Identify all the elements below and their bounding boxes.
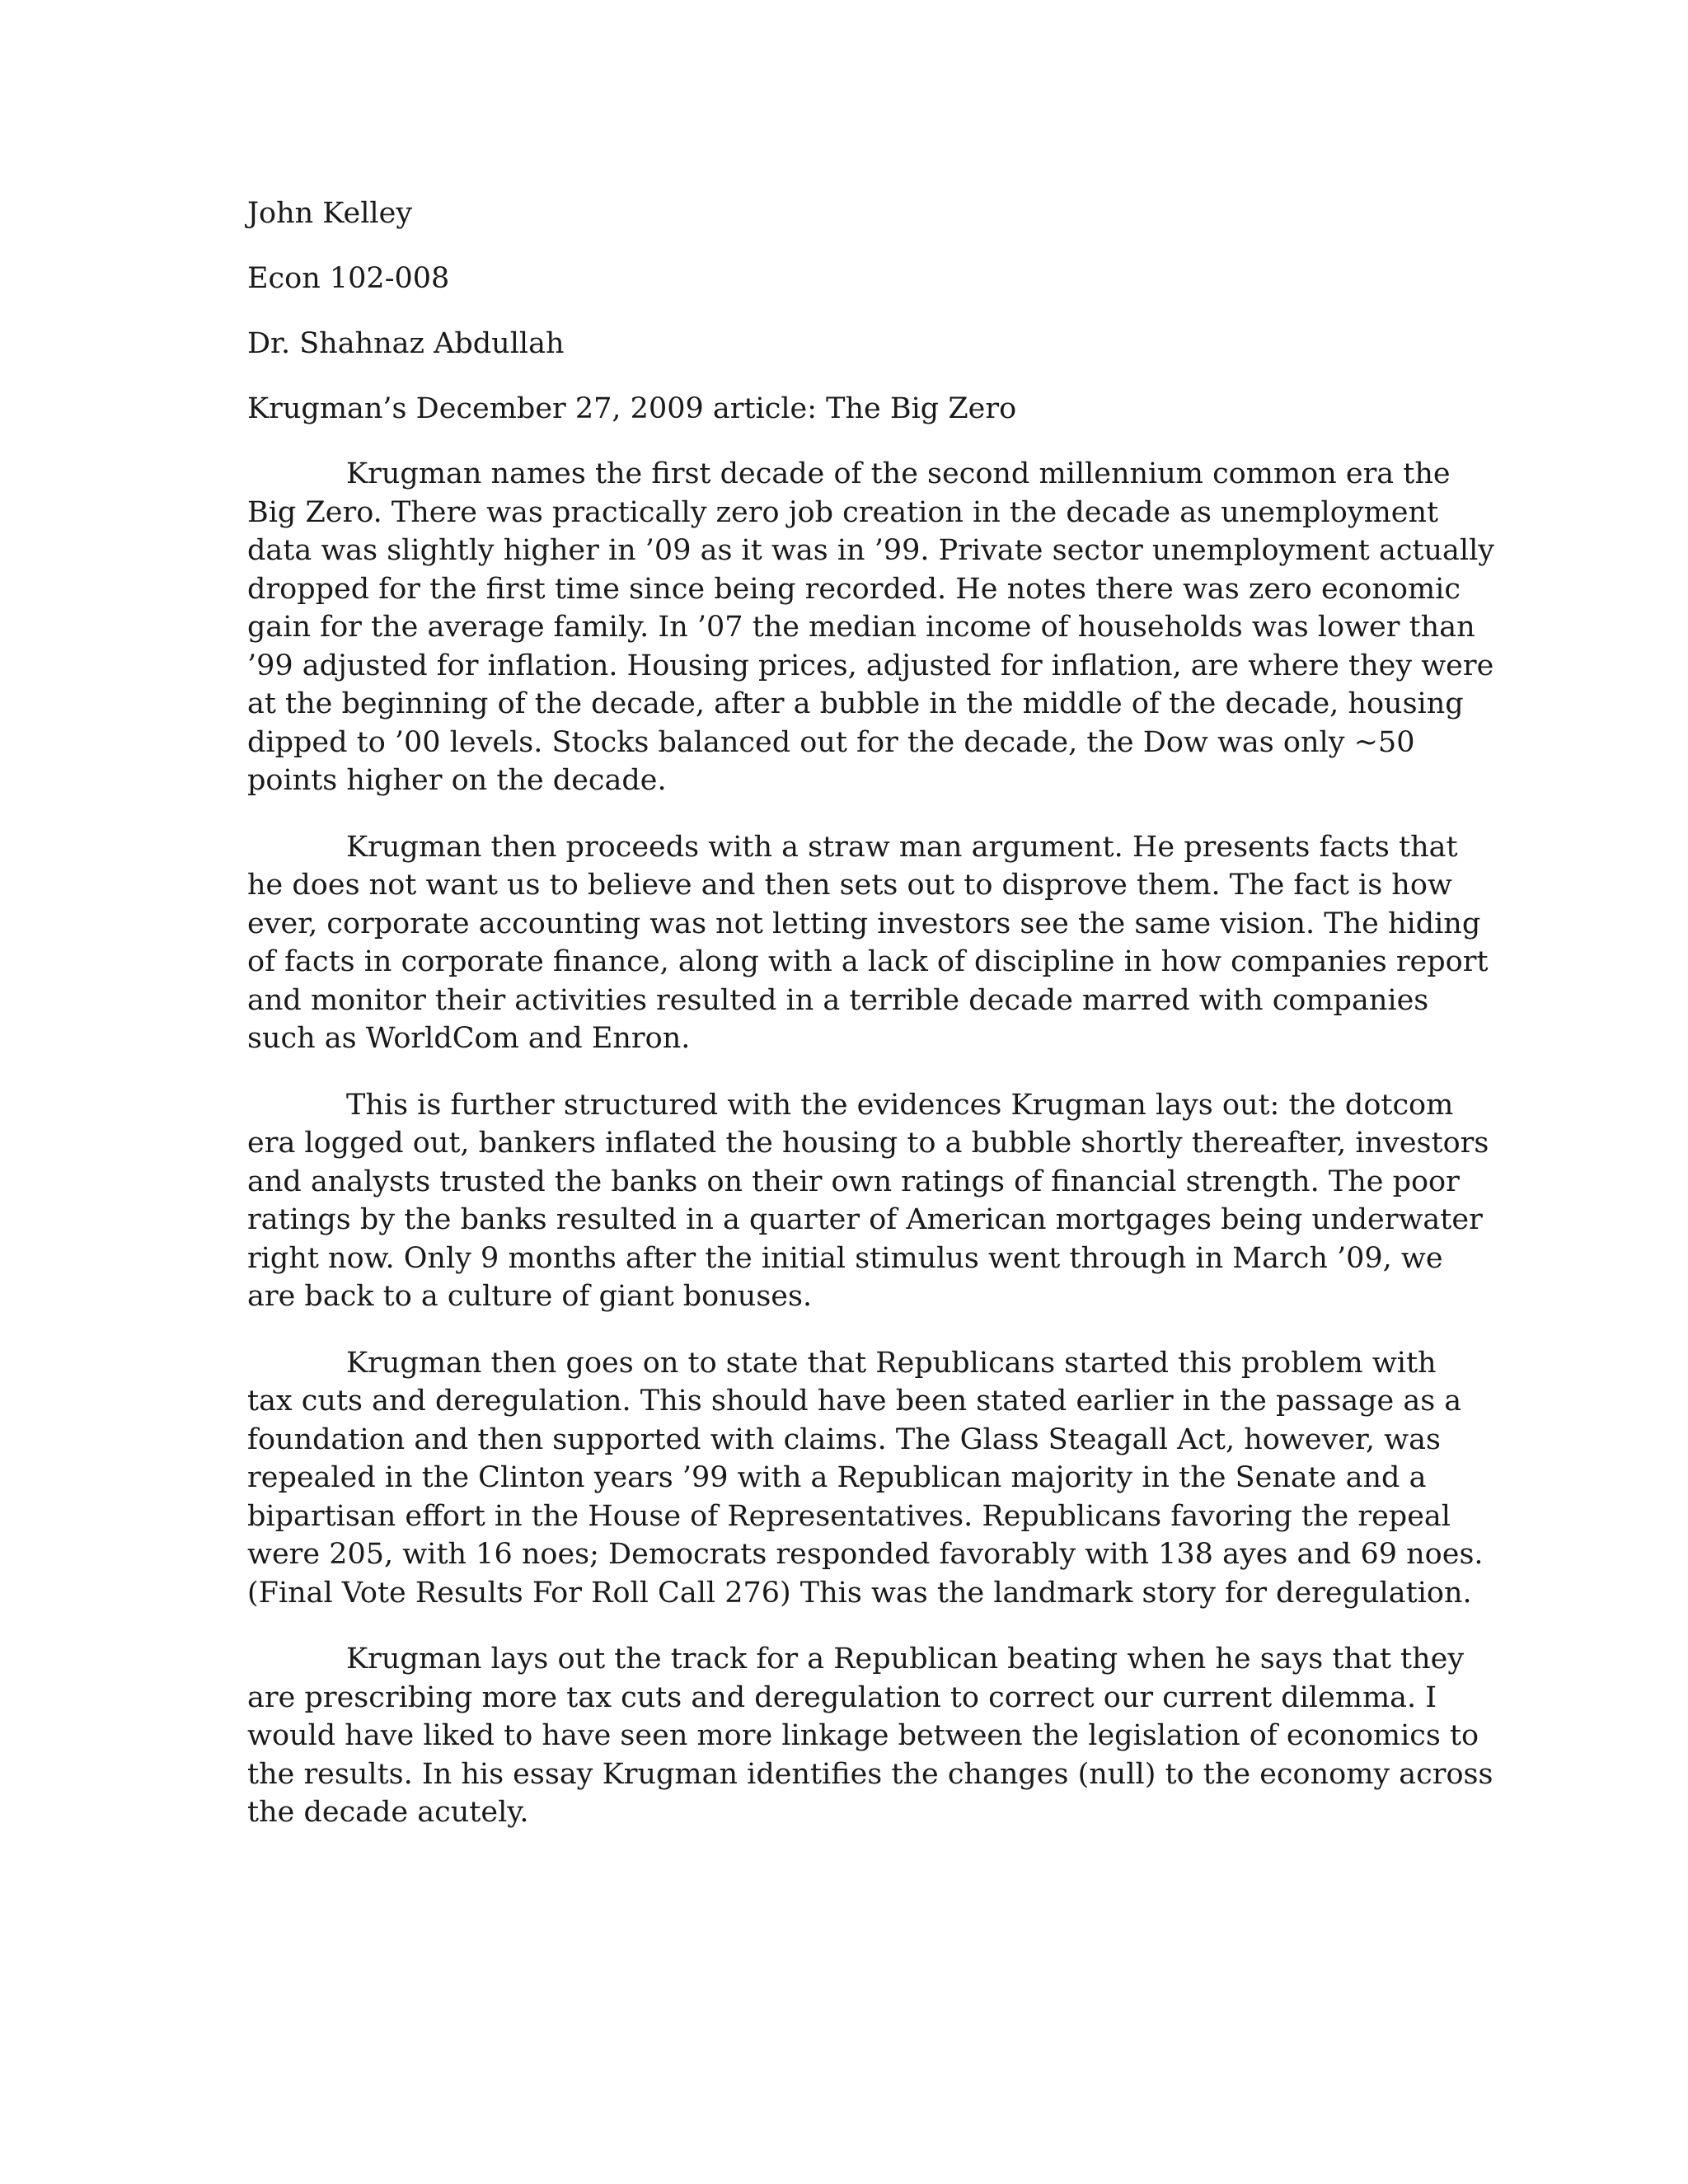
paragraph-line: the results. In his essay Krugman identifies the changes (null) to the economy across	[247, 1757, 1493, 1791]
paragraph-line: repealed in the Clinton years ’99 with a Republican majority in the Senate and a	[247, 1461, 1427, 1494]
essay-title: Krugman’s December 27, 2009 article: The Big Zero	[247, 392, 1017, 425]
paragraph-line: points higher on the decade.	[247, 764, 667, 797]
paragraph-line: are back to a culture of giant bonuses.	[247, 1280, 813, 1313]
paragraph-line: era logged out, bankers inflated the housing to a bubble shortly thereafter, investors	[247, 1127, 1489, 1160]
paragraph-line: This is further structured with the evidences Krugman lays out: the dotcom	[346, 1088, 1454, 1122]
paragraph-3	[247, 1086, 1489, 1316]
paragraph-line: Big Zero. There was practically zero job creation in the decade as unemployment	[247, 495, 1439, 529]
paragraph-line: data was slightly higher in ’09 as it was in ’99. Private sector unemployment actually	[247, 534, 1495, 567]
paragraph-line: foundation and then supported with claims. The Glass Steagall Act, however, was	[247, 1422, 1441, 1456]
paragraph-4	[247, 1344, 1484, 1613]
paragraph-line: he does not want us to believe and then sets out to disprove them. The fact is how	[247, 869, 1452, 902]
paragraph-line: are prescribing more tax cuts and deregulation to correct our current dilemma. I	[247, 1680, 1437, 1714]
paragraph-line: the decade acutely.	[247, 1796, 529, 1829]
paragraph-1	[247, 455, 1495, 800]
paragraph-line: (Final Vote Results For Roll Call 276) This was the landmark story for deregulation.	[247, 1576, 1472, 1610]
paragraph-line: ’99 adjusted for inflation. Housing prices, adjusted for inflation, are where they were	[247, 649, 1494, 682]
instructor-name: Dr. Shahnaz Abdullah	[247, 327, 565, 360]
paragraph-line: and analysts trusted the banks on their own ratings of financial strength. The poor	[247, 1165, 1460, 1198]
course-code: Econ 102-008	[247, 262, 450, 295]
author-name: John Kelley	[247, 197, 413, 230]
paragraph-line: ever, corporate accounting was not letting investors see the same vision. The hiding	[247, 907, 1481, 940]
paragraph-line: were 205, with 16 noes; Democrats responded favorably with 138 ayes and 69 noes.	[247, 1538, 1484, 1571]
paragraph-line: Krugman names the first decade of the second millennium common era the	[346, 457, 1451, 490]
paragraph-line: of facts in corporate finance, along with a lack of discipline in how companies report	[247, 945, 1489, 978]
paragraph-line: gain for the average family. In ’07 the median income of households was lower than	[247, 611, 1475, 644]
paragraph-2	[247, 828, 1489, 1058]
paragraph-line: such as WorldCom and Enron.	[247, 1022, 691, 1055]
paragraph-line: ratings by the banks resulted in a quarter of American mortgages being underwater	[247, 1203, 1483, 1236]
paragraph-line: right now. Only 9 months after the initial stimulus went through in March ’09, we	[247, 1241, 1443, 1275]
paragraph-line: dropped for the first time since being recorded. He notes there was zero economic	[247, 572, 1461, 606]
document-body	[247, 194, 1495, 1860]
paragraph-line: Krugman lays out the track for a Republican beating when he says that they	[346, 1643, 1465, 1675]
paragraph-line: and monitor their activities resulted in a terrible decade marred with companies	[247, 983, 1429, 1017]
paragraph-line: Krugman then proceeds with a straw man argument. He presents facts that	[346, 830, 1458, 864]
paragraph-line: tax cuts and deregulation. This should have been stated earlier in the passage as a	[247, 1385, 1462, 1418]
paragraph-5	[247, 1640, 1493, 1832]
paragraph-line: bipartisan effort in the House of Representatives. Republicans favoring the repeal	[247, 1499, 1451, 1533]
paragraph-line: Krugman then goes on to state that Republicans started this problem with	[346, 1346, 1437, 1380]
paragraph-line: would have liked to have seen more linkage between the legislation of economics to	[247, 1719, 1479, 1752]
paragraph-line: at the beginning of the decade, after a bubble in the middle of the decade, housing	[247, 687, 1464, 720]
paragraph-line: dipped to ’00 levels. Stocks balanced out for the decade, the Dow was only ~50	[247, 725, 1415, 759]
